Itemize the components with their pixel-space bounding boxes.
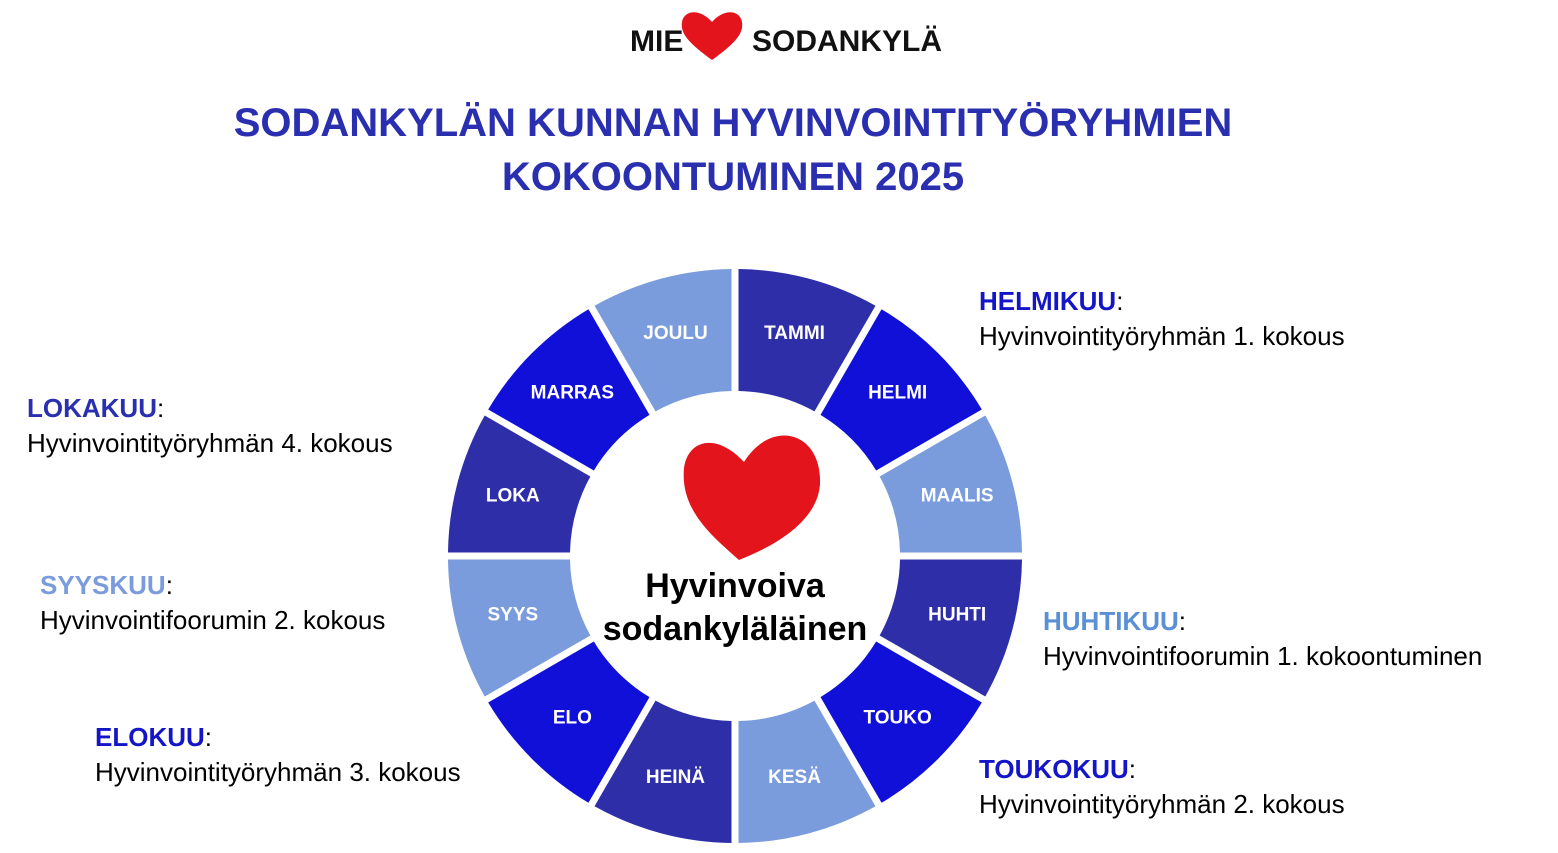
- title-line-1: SODANKYLÄN KUNNAN HYVINVOINTITYÖRYHMIEN: [233, 101, 1233, 145]
- segment-label-joulu: JOULU: [643, 322, 708, 344]
- annotation-colon: :: [1128, 754, 1136, 784]
- title-line-2: KOKOONTUMINEN 2025: [501, 155, 965, 199]
- annotation-month: TOUKOKUU: [979, 754, 1129, 784]
- segment-label-maalis: MAALIS: [920, 485, 994, 507]
- center-title-line-2: sodankyläläinen: [602, 610, 868, 648]
- segment-label-elo: ELO: [552, 707, 592, 729]
- annotation-month: LOKAKUU: [27, 393, 157, 423]
- segment-label-loka: LOKA: [485, 485, 540, 507]
- annotation-text: Hyvinvointityöryhmän 4. kokous: [27, 428, 393, 458]
- annotation-month: HUHTIKUU: [1043, 606, 1179, 636]
- segment-label-huhti: HUHTI: [928, 604, 987, 626]
- annotation-huhtikuu: [1043, 604, 1482, 674]
- annotation-text: Hyvinvointifoorumin 2. kokous: [40, 605, 386, 635]
- segment-label-kesä: KESÄ: [768, 767, 821, 789]
- annotation-colon: :: [1116, 286, 1124, 316]
- center-title-line-1: Hyvinvoiva: [645, 567, 825, 605]
- annotation-colon: :: [1178, 606, 1186, 636]
- annotation-text: Hyvinvointifoorumin 1. kokoontuminen: [1043, 641, 1483, 671]
- annotation-month: SYYSKUU: [40, 570, 166, 600]
- annotation-text: Hyvinvointityöryhmän 3. kokous: [95, 757, 461, 787]
- segment-label-marras: MARRAS: [530, 382, 615, 404]
- segment-label-helmi: HELMI: [868, 382, 928, 404]
- segment-label-heinä: HEINÄ: [645, 767, 706, 789]
- annotation-colon: :: [165, 570, 173, 600]
- annotation-colon: :: [157, 393, 165, 423]
- annotation-toukokuu: [979, 752, 1345, 822]
- segment-label-tammi: TAMMI: [764, 322, 825, 344]
- logo-right-text: SODANKYLÄ: [752, 25, 943, 58]
- annotation-text: Hyvinvointityöryhmän 1. kokous: [979, 321, 1345, 351]
- annotation-colon: :: [204, 722, 213, 752]
- annotation-lokakuu: [27, 391, 393, 461]
- annotation-month: HELMIKUU: [979, 286, 1117, 316]
- annotation-syyskuu: [40, 568, 385, 638]
- annotation-elokuu: [95, 720, 461, 790]
- annotation-text: Hyvinvointityöryhmän 2. kokous: [979, 789, 1345, 819]
- center-heart-icon: [684, 436, 820, 560]
- logo-left-text: MIE: [630, 25, 684, 58]
- segment-label-syys: SYYS: [487, 604, 539, 626]
- segment-label-touko: TOUKO: [863, 707, 932, 729]
- annotation-helmikuu: [979, 284, 1345, 354]
- annotation-month: ELOKUU: [95, 722, 205, 752]
